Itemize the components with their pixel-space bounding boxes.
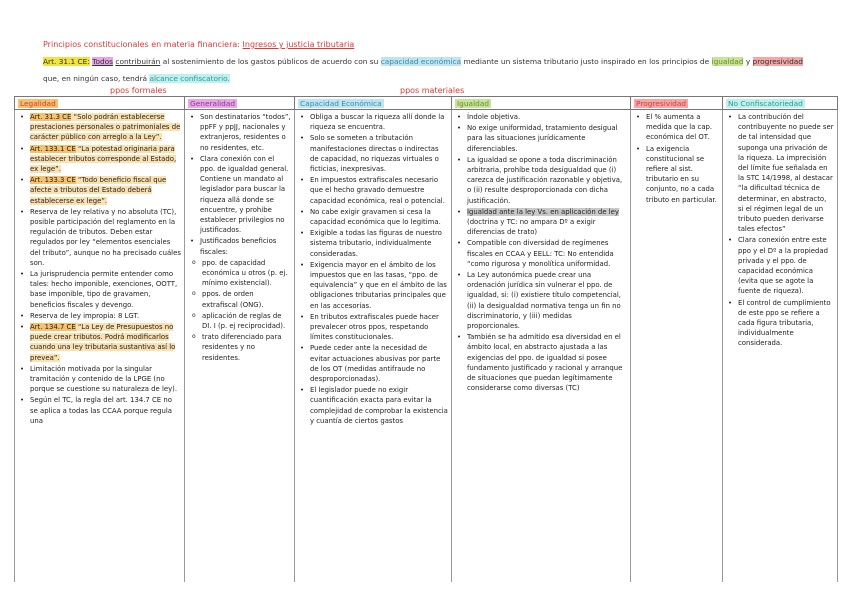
column-header-label: Legalidad — [20, 98, 56, 108]
list-item — [30, 322, 181, 363]
list-item: • En tributos extrafiscales puede hacer prevalecer otros ppos, respetando límites constitucionales. — [310, 312, 448, 343]
list-item: • Compatible con diversidad de regímenes fiscales en CCAA y EELL: TC: No entendida “como rigurosa y monolítica uniformidad. — [467, 238, 627, 269]
list-item: • La Ley autonómica puede crear una ordenación jurídica sin vulnerar el ppo. de igualdad, si: (i) existiere título competencial, (ii) la desigualdad normativa tenga un fin no discriminatorio, y (iii) medidas proporcionales. — [467, 270, 627, 331]
column-header-4 — [631, 97, 723, 110]
item-highlight: Art. 133.1 CE — [30, 144, 76, 153]
list-item: • La exigencia constitucional se refiere al sist. tributario en su conjunto, no a cada tributo en particular. — [646, 144, 719, 205]
intro-alcance: alcance confiscatorio. — [149, 74, 230, 83]
list-item: • Índole objetiva. — [467, 112, 627, 122]
intro-paragraph — [43, 53, 813, 87]
column-cell-3 — [452, 110, 631, 583]
item-highlight: Art. 31.3 CE — [30, 113, 72, 121]
column-header-label: No Confiscatoriedad — [728, 98, 803, 108]
list-item: • Clara conexión con el ppo. de igualdad general. Contiene un mandato al legislador para buscar la riqueza allá donde se encuentre, y prohibe establecer privilegios no justificados. — [200, 154, 291, 236]
column-header-3 — [452, 97, 631, 110]
list-item: • La jurisprudencia permite entender como tales: hecho imponible, exenciones, OOTT, base imponible, tipo de gravamen, beneficios fiscales y devengo. — [30, 269, 181, 310]
item-text: (doctrina y TC: no ampara Dº a exigir diferencias de trato) — [467, 218, 596, 237]
list-item: • En impuestos extrafiscales necesario que el hecho gravado demuestre capacidad económica, real o potencial. — [310, 175, 448, 206]
list-item: o aplicación de reglas de DI. I (p. ej reciprocidad). — [202, 311, 291, 331]
list-item: o ppos. de orden extrafiscal (ONG). — [202, 289, 291, 309]
principles-table — [14, 96, 838, 582]
item-text: “Solo podrán establecerse prestaciones personales o patrimoniales de carácter público con arreglo a la Ley”. — [30, 113, 181, 142]
column-header-label: Generalidad — [190, 98, 236, 108]
list-item: • Solo se someten a tributación manifestaciones directas o indirectas de capacidad, no riquezas virtuales o ficticias, inexpresivas. — [310, 133, 448, 174]
list-item — [30, 112, 181, 143]
intro-y: y — [745, 57, 751, 66]
list-item: • Limitación motivada por la singular tramitación y contenido de la LPGE (no porque se cuestione su naturaleza de ley). — [30, 364, 181, 395]
item-highlight: Art. 133.3 CE — [30, 176, 76, 185]
list-item: • Según el TC, la regla del art. 134.7 CE no se aplica a todas las CCAA porque regula una — [30, 395, 181, 426]
list-item: • El control de cumplimiento de este ppo se refiere a cada figura tributaria, individualmente considerada. — [738, 298, 834, 349]
list-item: • Exigencia mayor en el ámbito de los impuestos que en las tasas, “ppo. de equivalencia” y que en el ámbito de las obligaciones tributarias principales que en las accesorias. — [310, 260, 448, 311]
list-item: • No cabe exigir gravamen si cesa la capacidad económica que lo legitima. — [310, 207, 448, 227]
intro-text-3: que, en ningún caso, tendrá — [43, 74, 148, 83]
list-item: • Exigible a todas las figuras de nuestro sistema tributario, individualmente consideradas. — [310, 228, 448, 259]
intro-igualdad: igualdad — [711, 57, 744, 66]
list-item: • No exige uniformidad, tratamiento desigual para las situaciones jurídicamente diferenciables. — [467, 123, 627, 154]
intro-progresividad: progresividad — [752, 57, 803, 66]
column-header-0 — [15, 97, 185, 110]
item-text: “La Ley de Presupuestos no puede crear tributos. Podrá modificarlos cuando una ley tributaria sustantiva así lo prevea”. — [30, 323, 176, 362]
column-header-2 — [295, 97, 452, 110]
list-item — [467, 207, 627, 238]
list-item — [30, 175, 181, 206]
list-item: • La contribución del contribuyente no puede ser de tal intensidad que suponga una privación de la riqueza. La imprecisión del límite fue señalada en la STC 14/1998, al destacar “la dificultad técnica de determinar, en abstracto, si el régimen legal de un tributo pueden derivarse tales efectos” — [738, 112, 834, 234]
list-item: • Clara conexión entre este ppo y el Dº a la propiedad privada y el ppo. de capacidad económica (evita que se agote la fuente de riqueza). — [738, 235, 834, 296]
group-label-materiales: ppos materiales — [400, 86, 465, 95]
intro-text-2: mediante un sistema tributario justo inspirado en los principios de — [463, 57, 710, 66]
column-cell-5 — [723, 110, 838, 583]
list-item: • Obliga a buscar la riqueza allí donde la riqueza se encuentra. — [310, 112, 448, 132]
list-item: • El legislador puede no exigir cuantificación exacta para evitar la complejidad de comprobar la existencia y cuantía de ciertos gastos — [310, 385, 448, 426]
list-item: • Son destinatarios “todos”, ppFF y ppJJ, nacionales y extranjeros, residentes o no residentes, etc. — [200, 112, 291, 153]
list-item: • El % aumenta a medida que la cap. económica del OT. — [646, 112, 719, 143]
item-highlight: Igualdad ante la ley Vs. en aplicación de ley — [467, 207, 619, 216]
list-item: o ppo. de capacidad económica u otros (p. ej. mínimo existencial). — [202, 258, 291, 289]
column-header-5 — [723, 97, 838, 110]
column-header-label: Progresividad — [636, 98, 687, 108]
table-header-row — [15, 97, 838, 110]
list-item: • La igualdad se opone a toda discriminación arbitraria, prohíbe toda desigualdad que (i) carezca de justificación razonable y objetiva, o (ii) resulte desproporcionada con dicha justificación. — [467, 155, 627, 206]
column-cell-1 — [185, 110, 295, 583]
title-prefix: Principios constitucionales en materia financiera: — [43, 40, 240, 49]
item-text: “Todo beneficio fiscal que afecte a tributos del Estado deberá establecerse ex lege”. — [30, 176, 167, 205]
group-label-formales: ppos formales — [110, 86, 167, 95]
column-header-label: Capacidad Económica — [300, 98, 382, 108]
intro-text-1: al sostenimiento de los gastos públicos de acuerdo con su — [162, 57, 379, 66]
list-item: • Reserva de ley impropia: 8 LGT. — [30, 311, 181, 321]
title-topic: Ingresos y justicia tributaria — [242, 40, 355, 49]
item-text: “La potestad originaria para establecer tributos corresponde al Estado, ex lege”. — [30, 144, 177, 174]
intro-article: Art. 31.1 CE: — [43, 57, 90, 66]
column-cell-4 — [631, 110, 723, 583]
list-item: • Reserva de ley relativa y no absoluta (TC), posible participación del reglamento en la regulación de tributos. Deben estar regulados por ley “elementos esenciales del tributo”, aunque no ha precisado cuáles son. — [30, 207, 181, 268]
column-cell-2 — [295, 110, 452, 583]
page-title — [43, 40, 354, 49]
list-item: • Puede ceder ante la necesidad de evitar actuaciones abusivas por parte de los OT (medidas antifraude no desproporcionadas). — [310, 343, 448, 384]
table-body-row — [15, 110, 838, 583]
column-header-label: Igualdad — [457, 98, 490, 108]
intro-contribuiran: contribuirán — [115, 57, 161, 66]
list-item: o trato diferenciado para residentes y no residentes. — [202, 332, 291, 363]
intro-capacidad: capacidad económica — [380, 57, 462, 66]
list-item: • También se ha admitido esa diversidad en el ámbito local, en abstracto ajustada a las exigencias del ppo. de igualdad si posee fundamento justificado y racional y arranque de situaciones que puedan legítimamente considerarse como diversas (TC) — [467, 332, 627, 393]
column-cell-0 — [15, 110, 185, 583]
list-item: • Justificados beneficios fiscales: — [200, 236, 291, 256]
list-item — [30, 144, 181, 175]
column-header-1 — [185, 97, 295, 110]
intro-todos: Todos — [92, 57, 114, 66]
item-highlight: Art. 134.7 CE — [30, 323, 76, 332]
